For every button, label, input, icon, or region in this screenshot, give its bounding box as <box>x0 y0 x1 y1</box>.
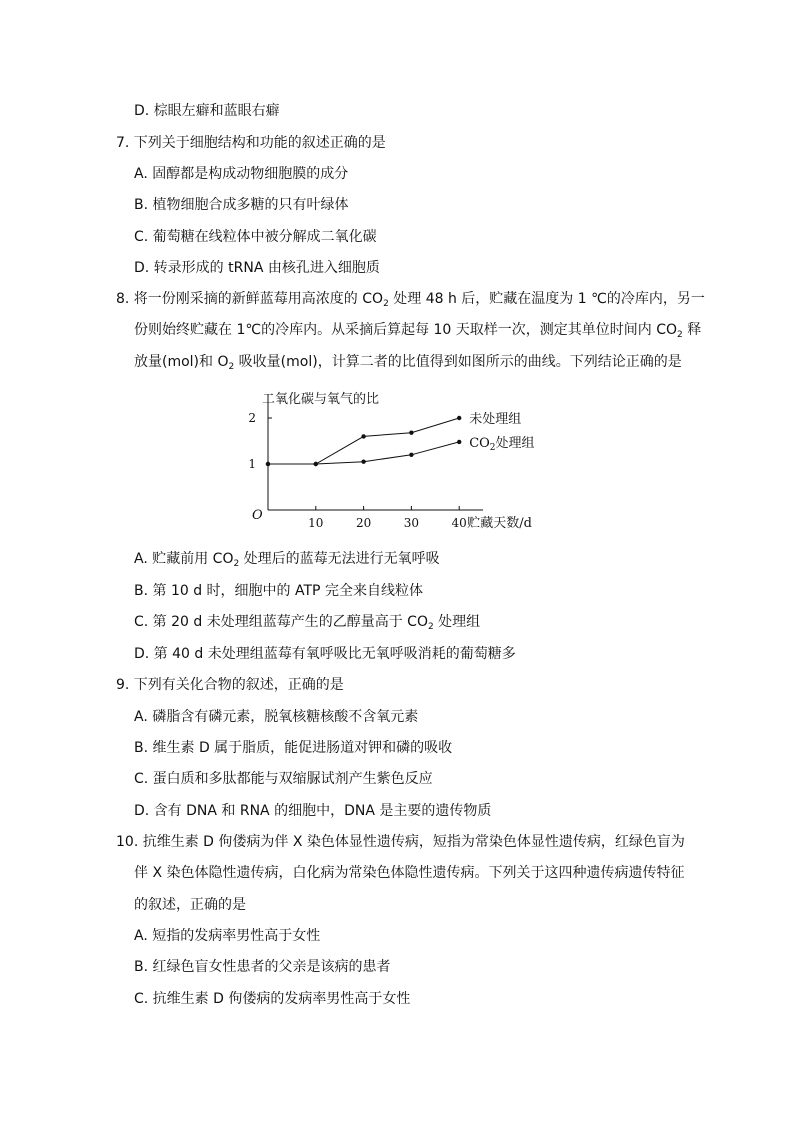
q8-option-c: C. 第 20 d 未处理组蓝莓产生的乙醇量高于 $CO_2$ 处理组 <box>134 614 481 632</box>
q10-stem-line2: 伴 X 染色体隐性遗传病，白化病为常染色体隐性遗传病。下列关于这四种遗传病遗传特征 <box>134 865 685 881</box>
q10-stem-line3: 的叙述，正确的是 <box>134 897 246 913</box>
q9-option-b: B. 维生素 D 属于脂质，能促进肠道对钾和磷的吸收 <box>134 740 453 756</box>
x-tick-label: 30 <box>403 516 420 530</box>
q9-option-c: C. 蛋白质和多肽都能与双缩脲试剂产生紫色反应 <box>134 771 433 787</box>
origin-label: O <box>252 508 263 523</box>
y-tick-label: 1 <box>248 457 256 471</box>
q10-stem-line1: 10. 抗维生素 D 佝偻病为伴 X 染色体显性遗传病，短指为常染色体显性遗传病，红绿色盲为 <box>116 834 685 850</box>
data-point <box>266 462 270 466</box>
y-tick-label: 2 <box>248 411 256 425</box>
y-axis-title: 二氧化碳与氧气的比 <box>262 392 380 407</box>
q8-stem-line2: 份则始终贮藏在 1℃的冷库内。从采摘后算起每 10 天取样一次，测定其单位时间内 $CO_2$ 释 <box>134 322 702 340</box>
x-axis-title: 贮藏天数/d <box>467 516 532 531</box>
data-point <box>409 431 413 435</box>
q8-line-chart <box>240 382 570 532</box>
series-label-0: 未处理组 <box>469 412 522 427</box>
q10-option-c: C. 抗维生素 D 佝偻病的发病率男性高于女性 <box>134 991 411 1007</box>
q7-option-b: B. 植物细胞合成多糖的只有叶绿体 <box>134 197 349 213</box>
q8-option-b: B. 第 10 d 时，细胞中的 ATP 完全来自线粒体 <box>134 583 423 599</box>
q8-stem-line1: 8. 将一份刚采摘的新鲜蓝莓用高浓度的 $CO_2$ 处理 48 h 后，贮藏在温度为 1 ℃的冷库内，另一 <box>116 291 705 309</box>
q9-option-a: A. 磷脂含有磷元素，脱氧核糖核酸不含氧元素 <box>134 709 419 725</box>
q7-option-d: D. 转录形成的 tRNA 由核孔进入细胞质 <box>134 260 380 276</box>
q7-option-c: C. 葡萄糖在线粒体中被分解成二氧化碳 <box>134 229 377 245</box>
x-tick-label: 40 <box>451 516 467 530</box>
q8-stem-line3: 放量(mol)和 $O_2$ 吸收量(mol)，计算二者的比值得到如图所示的曲线。下列结论正确的是 <box>134 354 682 372</box>
q7-option-a: A. 固醇都是构成动物细胞膜的成分 <box>134 166 349 182</box>
q8-option-d: D. 第 40 d 未处理组蓝莓有氧呼吸比无氧呼吸消耗的葡萄糖多 <box>134 646 516 662</box>
q9-stem: 9. 下列有关化合物的叙述，正确的是 <box>116 677 344 693</box>
data-point <box>457 440 461 444</box>
q8-option-a: A. 贮藏前用 $CO_2$ 处理后的蓝莓无法进行无氧呼吸 <box>134 551 440 569</box>
data-point <box>314 462 318 466</box>
series-line-0 <box>268 418 459 464</box>
q7-stem: 7. 下列关于细胞结构和功能的叙述正确的是 <box>116 135 386 151</box>
q10-option-b: B. 红绿色盲女性患者的父亲是该病的患者 <box>134 959 391 975</box>
data-point <box>457 416 461 420</box>
x-tick-label: 10 <box>308 516 324 530</box>
q10-option-a: A. 短指的发病率男性高于女性 <box>134 928 321 944</box>
q6-option-d: D. 棕眼左癖和蓝眼右癖 <box>134 103 280 119</box>
data-point <box>361 434 365 438</box>
series-label-1: $CO_2$处理组 <box>469 435 535 453</box>
q9-option-d: D. 含有 DNA 和 RNA 的细胞中，DNA 是主要的遗传物质 <box>134 803 492 819</box>
data-point <box>361 460 365 464</box>
data-point <box>409 453 413 457</box>
x-tick-label: 20 <box>355 516 372 530</box>
